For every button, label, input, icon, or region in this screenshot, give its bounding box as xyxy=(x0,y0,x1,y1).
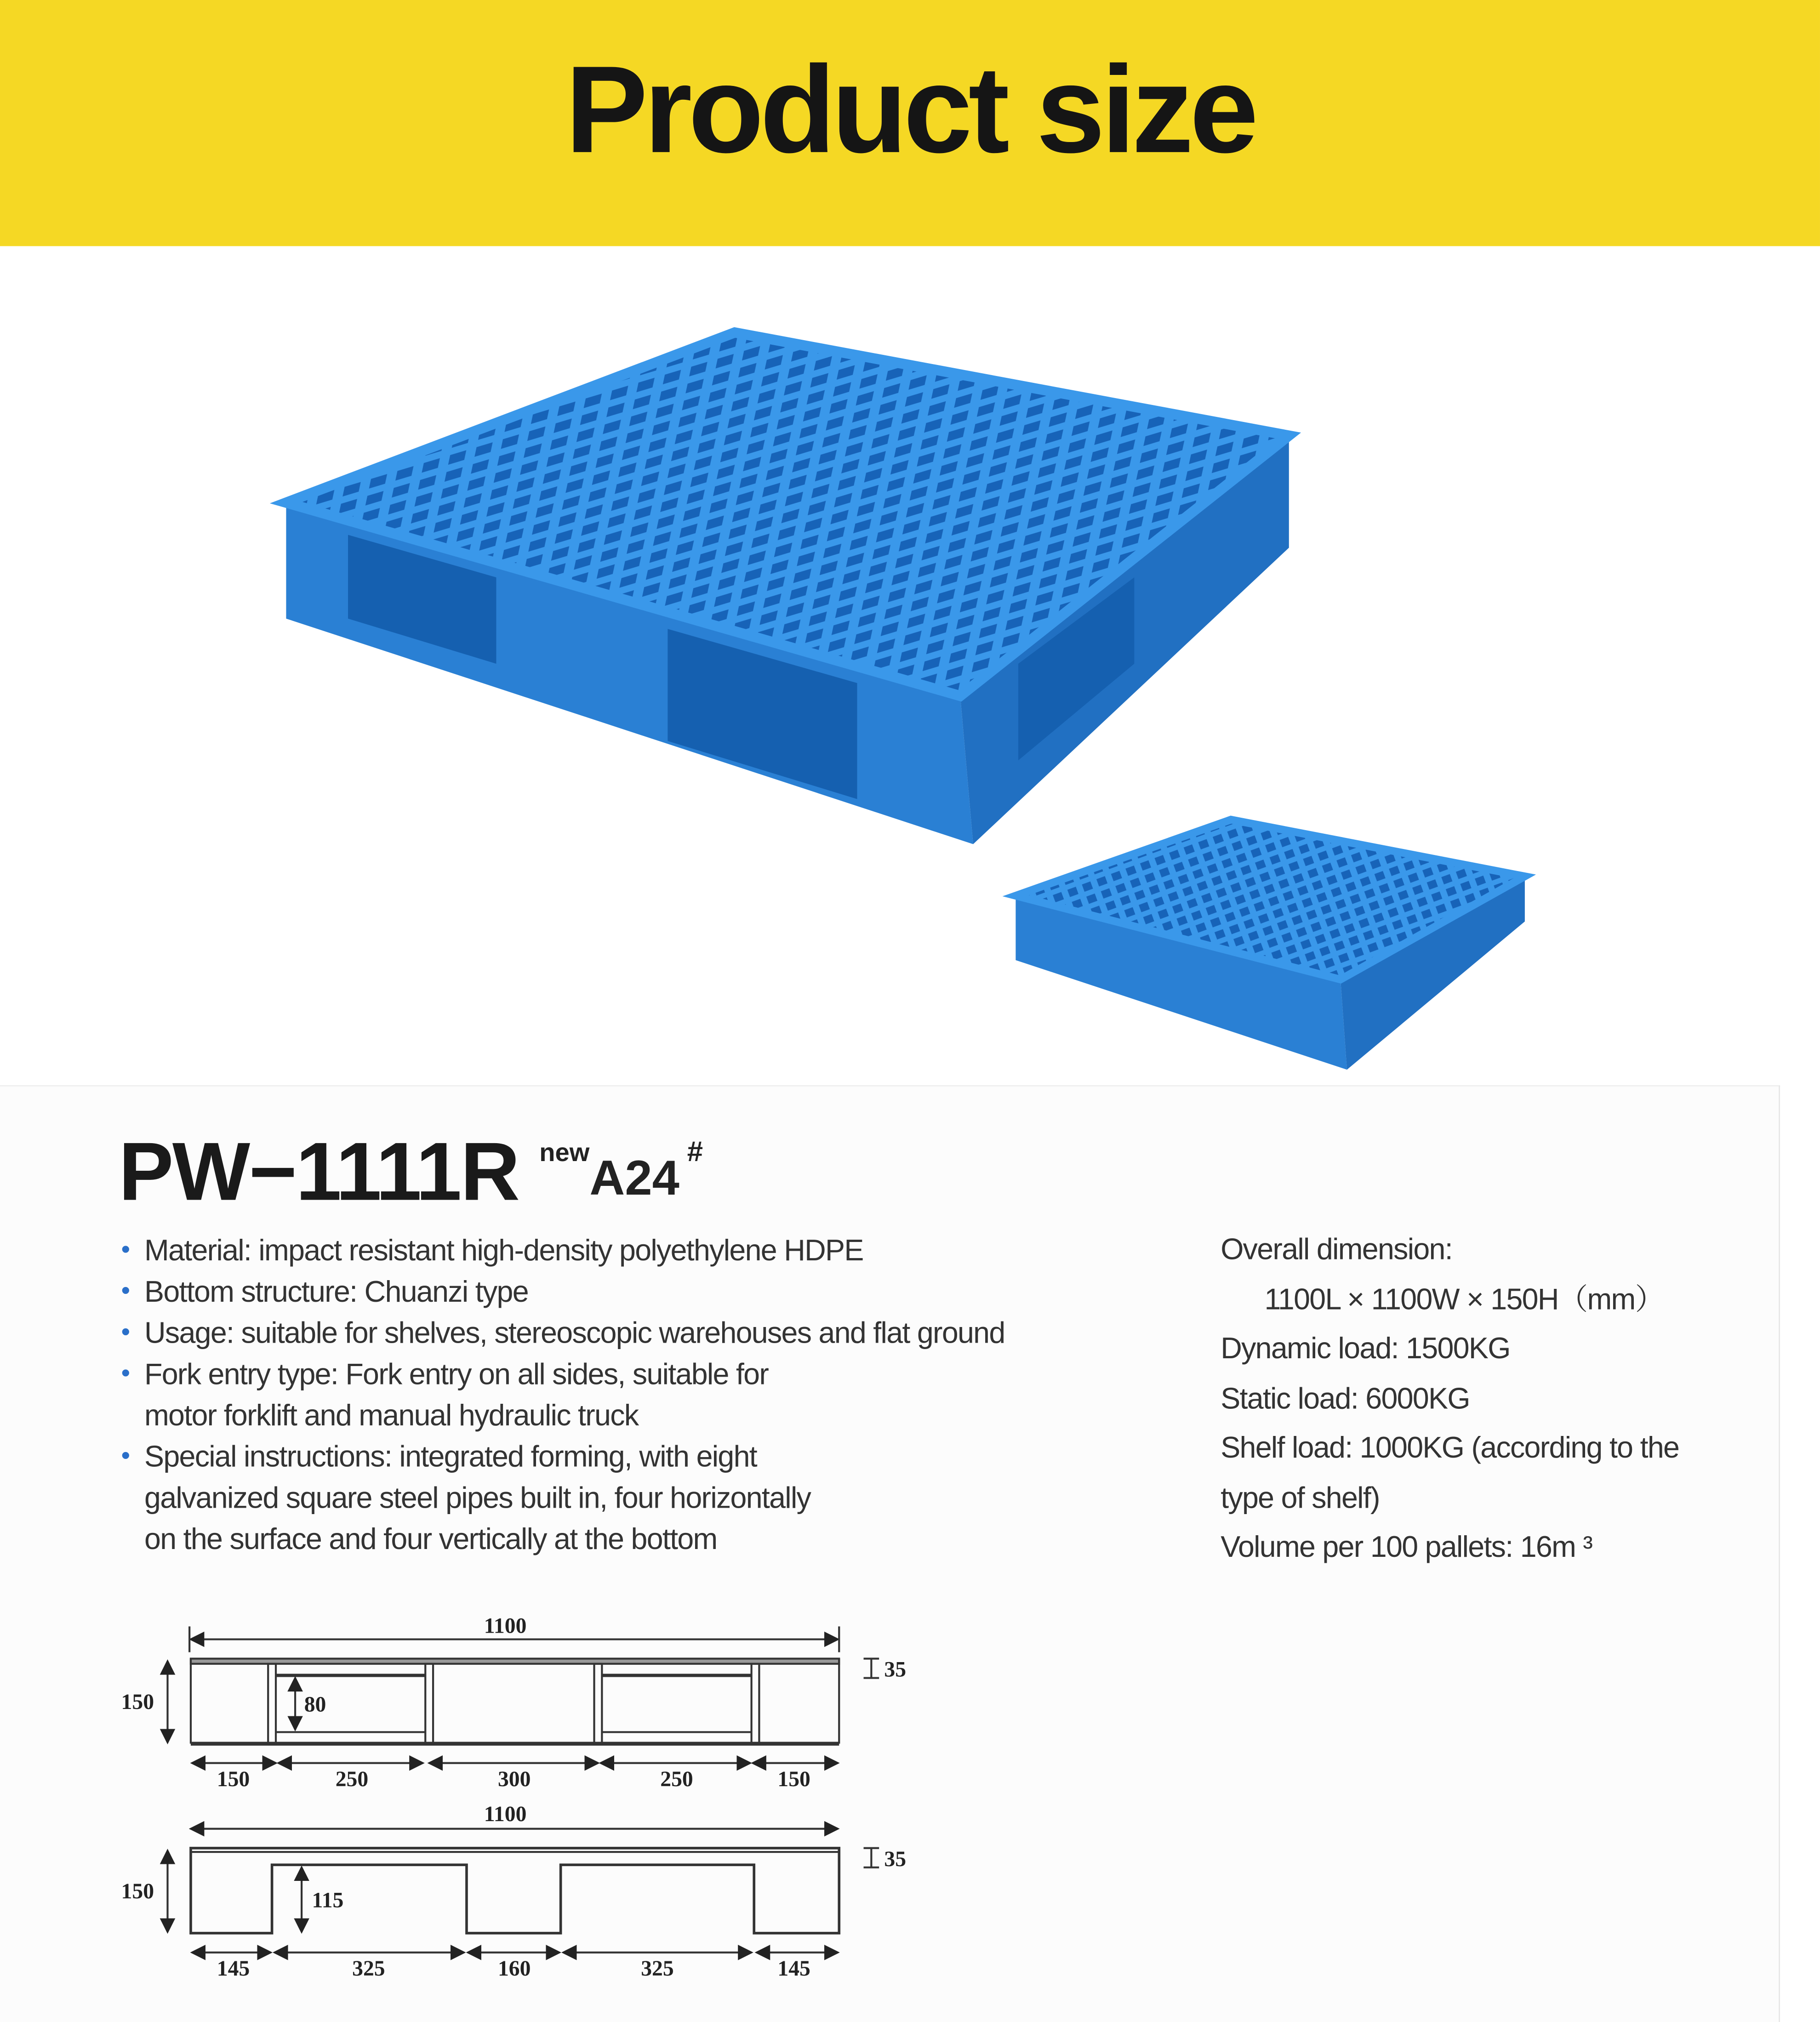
bullet-icon: • xyxy=(121,1360,130,1388)
dynamic-load: Dynamic load: 1500KG xyxy=(1221,1331,1510,1365)
dim-total: 1100 xyxy=(484,1614,527,1638)
dim-segment: 325 xyxy=(352,1957,385,1981)
feature-item: • Usage: suitable for shelves, stereoscopic warehouses and flat ground xyxy=(121,1312,1178,1353)
dim-opening: 115 xyxy=(312,1888,344,1913)
feature-item: • Bottom structure: Chuanzi type xyxy=(121,1271,1178,1312)
dim-height: 150 xyxy=(121,1879,154,1903)
static-load: Static load: 6000KG xyxy=(1221,1381,1470,1415)
bullet-icon: • xyxy=(121,1318,130,1347)
dim-opening: 80 xyxy=(304,1692,326,1717)
dim-deck: 35 xyxy=(884,1847,907,1871)
shelf-load: Shelf load: 1000KG (according to the xyxy=(1221,1430,1679,1464)
dim-segment: 160 xyxy=(497,1957,531,1981)
model-number: PW−1111R xyxy=(118,1125,519,1218)
feature-item: • Special instructions: integrated forming, with eight galvanized square steel pipes built in, four horizontally on the surface and four vertically at the bottom xyxy=(121,1435,1178,1559)
dim-height: 150 xyxy=(121,1690,154,1714)
dim-segment: 145 xyxy=(217,1957,250,1981)
dim-segment: 150 xyxy=(217,1767,250,1792)
bullet-icon: • xyxy=(121,1236,130,1264)
page-title: Product size xyxy=(565,41,1255,179)
feature-item: • Fork entry type: Fork entry on all sides, suitable for motor forklift and manual hydraulic truck xyxy=(121,1353,1178,1435)
dim-segment: 250 xyxy=(660,1767,693,1792)
diagram-end-view xyxy=(167,1829,879,1953)
dim-segment: 150 xyxy=(777,1767,810,1792)
dim-total: 1100 xyxy=(484,1802,527,1826)
diagram-side-view xyxy=(167,1626,879,1763)
overall-dimension-label: Overall dimension: xyxy=(1221,1232,1452,1266)
dim-segment: 145 xyxy=(777,1957,810,1981)
dim-segment: 325 xyxy=(641,1957,674,1981)
bullet-icon: • xyxy=(121,1442,130,1471)
volume: Volume per 100 pallets: 16m ³ xyxy=(1221,1530,1592,1564)
overall-dimension-value: 1100L × 1100W × 150H（mm） xyxy=(1264,1282,1664,1316)
dim-segment: 300 xyxy=(497,1767,531,1792)
variant-suffix: # xyxy=(687,1135,703,1168)
variant: A24 xyxy=(589,1152,679,1207)
feature-item: • Material: impact resistant high-density polyethylene HDPE xyxy=(121,1230,1178,1271)
shelf-load-cont: type of shelf) xyxy=(1221,1480,1380,1514)
dim-segment: 250 xyxy=(335,1767,369,1792)
bullet-icon: • xyxy=(121,1277,130,1306)
new-tag: new xyxy=(539,1139,590,1168)
dim-deck: 35 xyxy=(884,1657,907,1682)
